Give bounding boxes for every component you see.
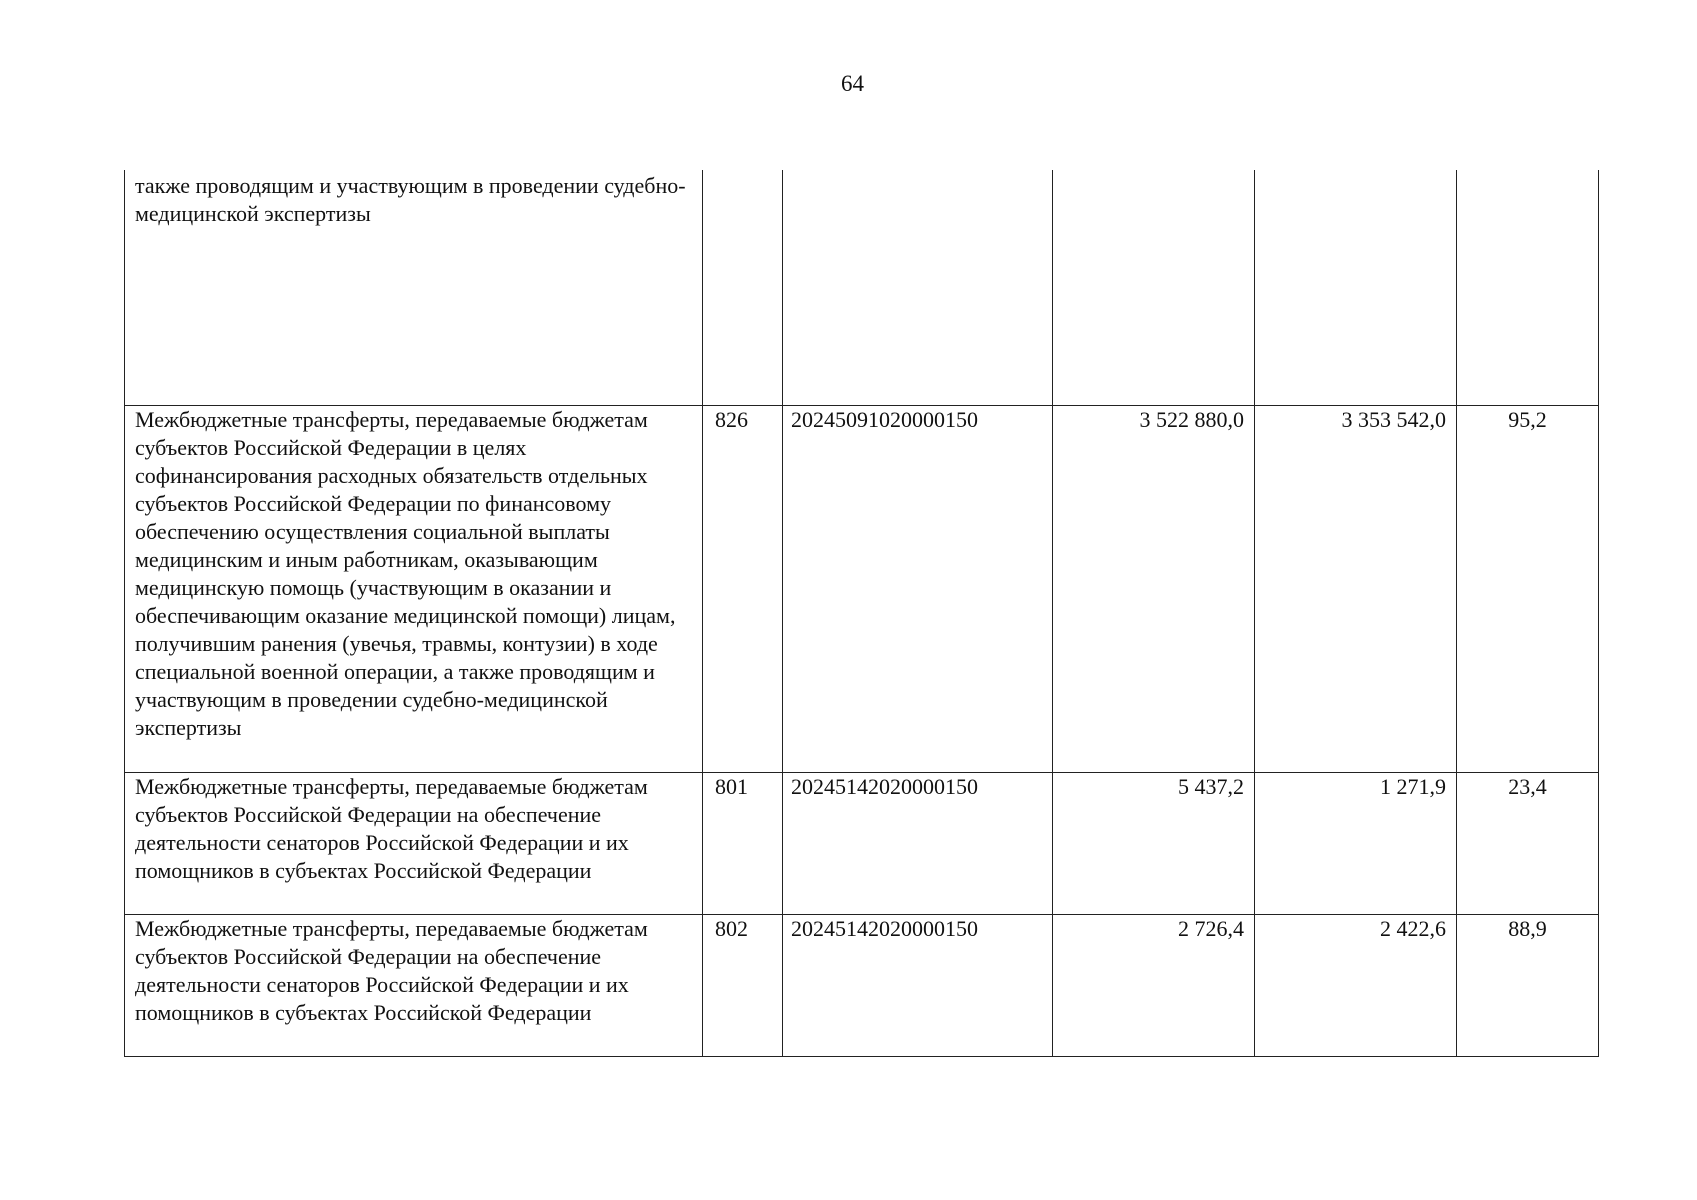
- row-description: Межбюджетные трансферты, передаваемые бюджетам субъектов Российской Федерации на обеспечение деятельности сенаторов Российской Федерации и их помощников в субъектах Российской Федерации: [125, 914, 703, 1056]
- table-row-continuation: [125, 170, 1599, 405]
- row-budget-code: 20245091020000150: [783, 405, 1053, 772]
- row-executed-amount: [1255, 170, 1457, 405]
- row-execution-percent: [1457, 170, 1599, 405]
- row-budget-code: 20245142020000150: [783, 772, 1053, 914]
- row-admin-code: 802: [703, 914, 783, 1056]
- table-row: [125, 772, 1599, 914]
- row-approved-amount: 3 522 880,0: [1053, 405, 1255, 772]
- row-description: Межбюджетные трансферты, передаваемые бюджетам субъектов Российской Федерации в целях софинансирования расходных обязательств отдельных субъектов Российской Федерации по финансовому обеспечению осуществления социальной выплаты медицинским и иным работникам, оказывающим медицинскую помощь (участвующим в оказании и обеспечивающим оказание медицинской помощи) лицам, получившим ранения (увечья, травмы, контузии) в ходе специальной военной операции, а также проводящим и участвующим в проведении судебно-медицинской экспертизы: [125, 405, 703, 772]
- row-admin-code: [703, 170, 783, 405]
- row-execution-percent: 88,9: [1457, 914, 1599, 1056]
- row-executed-amount: 2 422,6: [1255, 914, 1457, 1056]
- row-admin-code: 801: [703, 772, 783, 914]
- table-row: [125, 914, 1599, 1056]
- row-execution-percent: 23,4: [1457, 772, 1599, 914]
- row-admin-code: 826: [703, 405, 783, 772]
- row-executed-amount: 3 353 542,0: [1255, 405, 1457, 772]
- row-approved-amount: [1053, 170, 1255, 405]
- row-execution-percent: 95,2: [1457, 405, 1599, 772]
- page-number: 64: [841, 71, 864, 96]
- row-description: Межбюджетные трансферты, передаваемые бюджетам субъектов Российской Федерации на обеспечение деятельности сенаторов Российской Федерации и их помощников в субъектах Российской Федерации: [125, 772, 703, 914]
- row-budget-code: [783, 170, 1053, 405]
- budget-transfers-table: [124, 170, 1599, 1057]
- row-executed-amount: 1 271,9: [1255, 772, 1457, 914]
- row-budget-code: 20245142020000150: [783, 914, 1053, 1056]
- row-description: также проводящим и участвующим в проведении судебно-медицинской экспертизы: [125, 170, 703, 405]
- table-row: [125, 405, 1599, 772]
- row-approved-amount: 2 726,4: [1053, 914, 1255, 1056]
- row-approved-amount: 5 437,2: [1053, 772, 1255, 914]
